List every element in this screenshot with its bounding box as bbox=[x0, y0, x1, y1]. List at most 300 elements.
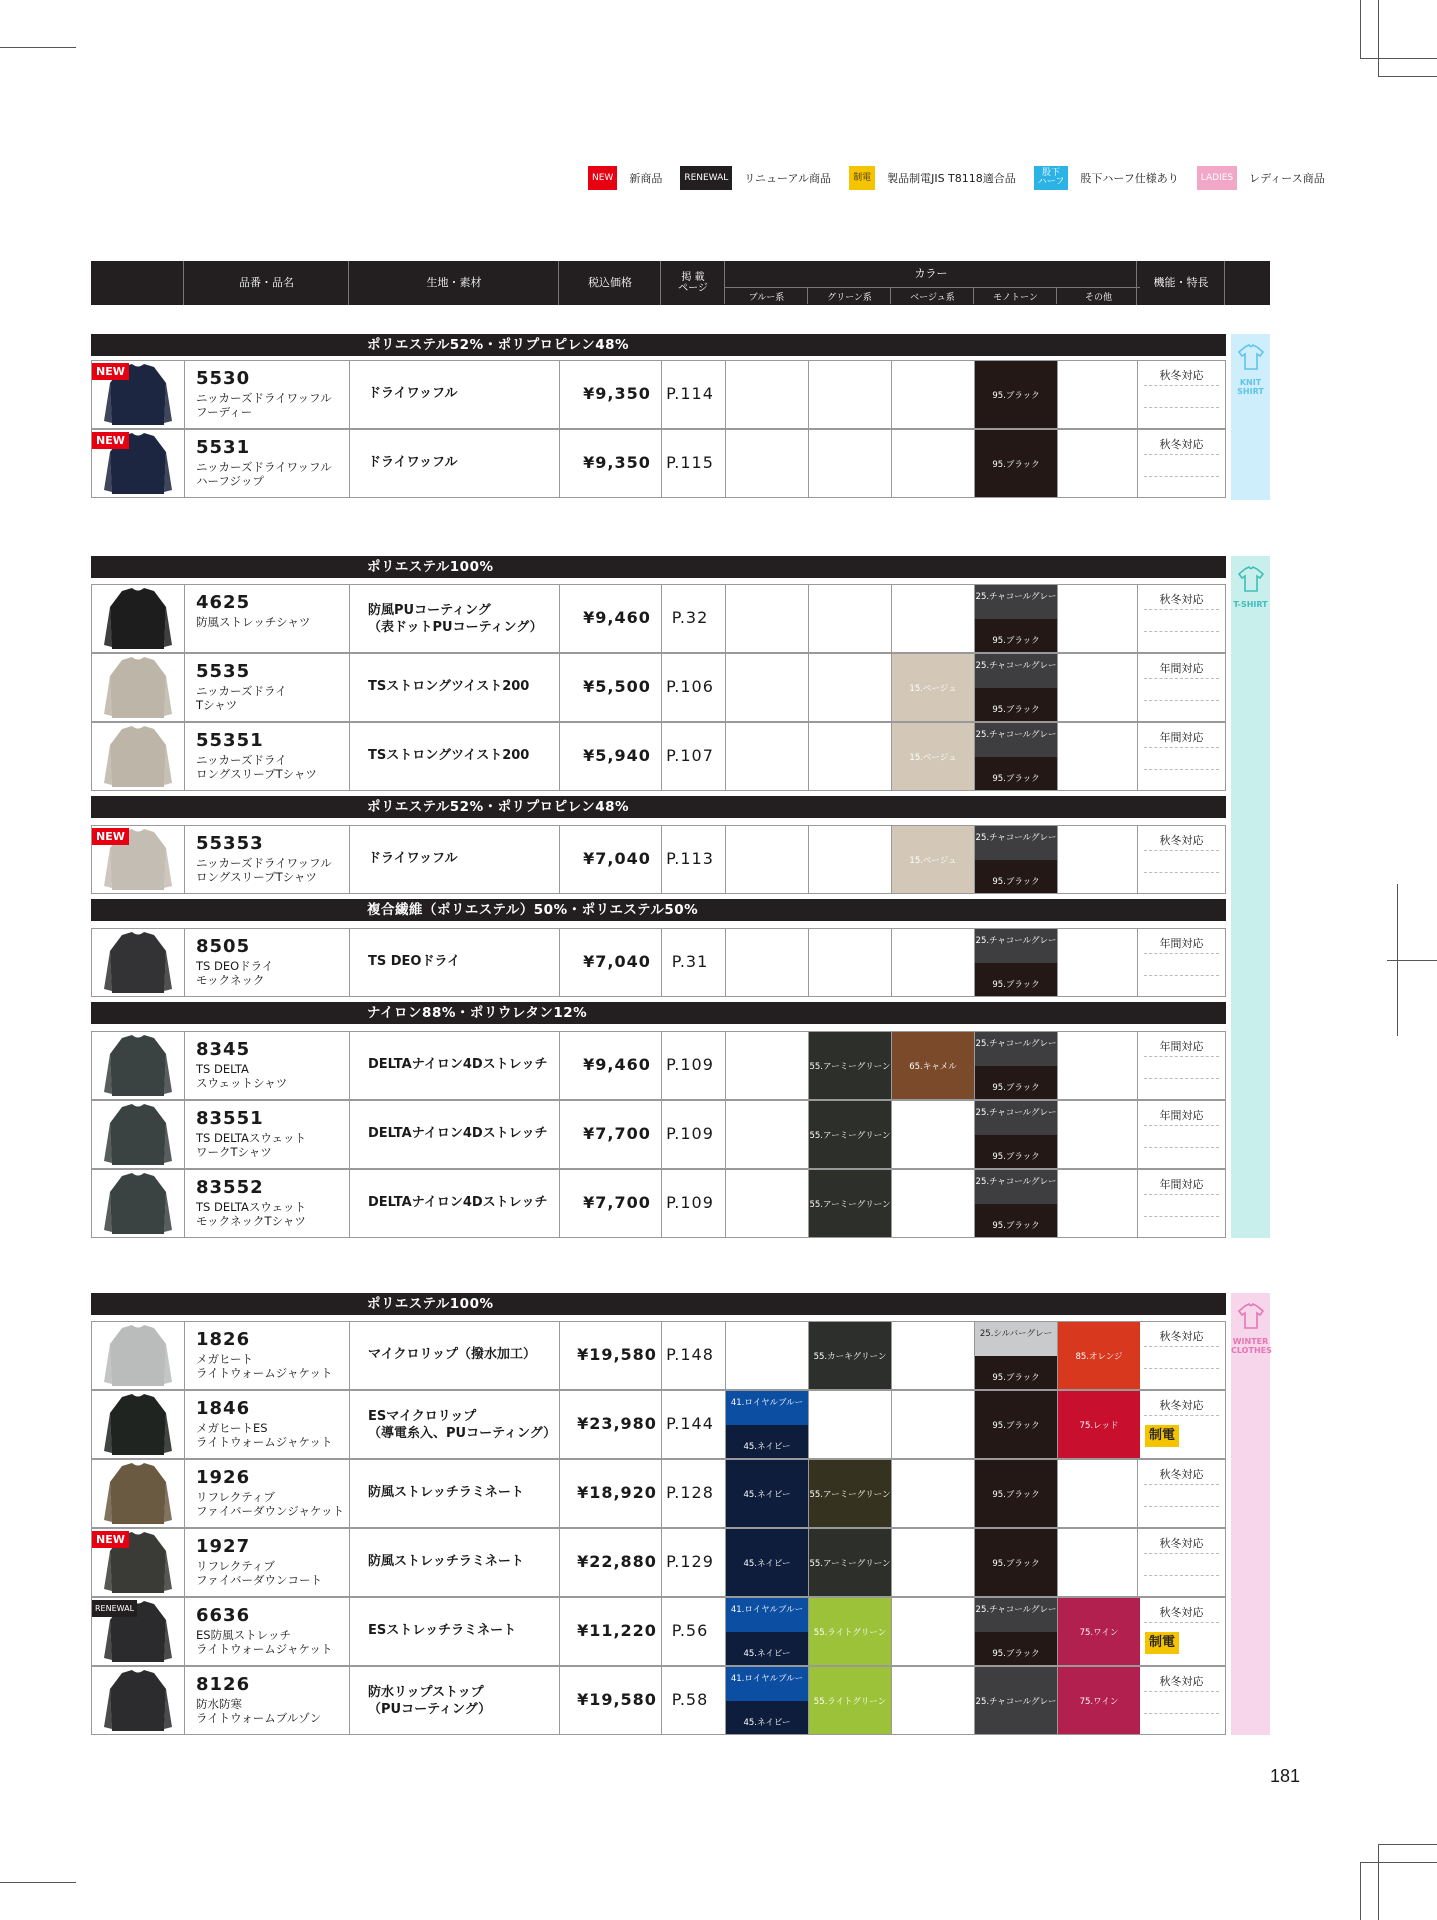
material-group-header bbox=[91, 1293, 1226, 1315]
table-row[interactable] bbox=[91, 1666, 1226, 1735]
crop-mark bbox=[1360, 58, 1437, 59]
cell-divider bbox=[1057, 1460, 1058, 1527]
cell-divider bbox=[559, 1032, 560, 1099]
color-swatch[interactable]: 55.ライトグリーン bbox=[809, 1667, 891, 1734]
crop-mark bbox=[1387, 960, 1437, 961]
color-swatch[interactable]: 15.ベージュ bbox=[892, 826, 974, 893]
catalog-page-link[interactable]: P.114 bbox=[666, 384, 714, 403]
product-price: ¥11,220 bbox=[577, 1621, 657, 1640]
catalog-page-link[interactable]: P.129 bbox=[666, 1552, 714, 1571]
cell-divider bbox=[1057, 585, 1058, 652]
table-row[interactable] bbox=[91, 360, 1226, 429]
feature-cell bbox=[1138, 654, 1225, 721]
feature-cell bbox=[1138, 1391, 1225, 1458]
feature-divider bbox=[1144, 1194, 1219, 1195]
color-swatch[interactable]: 85.オレンジ bbox=[1058, 1322, 1140, 1389]
material-group-label: 複合繊維（ポリエステル）50%・ポリエステル50% bbox=[367, 902, 699, 918]
product-material: 防風ストレッチラミネート bbox=[368, 1485, 524, 1500]
cell-divider bbox=[349, 1598, 350, 1665]
material-group-label: ポリエステル52%・ポリプロピレン48% bbox=[367, 337, 630, 353]
cell-divider bbox=[808, 585, 809, 652]
crop-mark bbox=[1360, 0, 1361, 58]
legend-text: 新商品 bbox=[629, 172, 663, 185]
material-group-label: ポリエステル100% bbox=[367, 559, 494, 575]
product-price: ¥7,040 bbox=[583, 952, 651, 971]
cell-divider bbox=[559, 1529, 560, 1596]
legend-text: 製品制電JIS T8118適合品 bbox=[887, 172, 1016, 185]
color-swatch[interactable]: 95.ブラック bbox=[975, 860, 1057, 894]
product-thumbnail[interactable] bbox=[92, 1598, 184, 1665]
header-color-col: モノトーン bbox=[973, 287, 1057, 304]
feature-cell bbox=[1138, 430, 1225, 497]
product-price: ¥7,700 bbox=[583, 1193, 651, 1212]
feature-divider bbox=[1144, 1691, 1219, 1692]
header-band bbox=[1224, 261, 1271, 305]
catalog-page-link[interactable]: P.109 bbox=[666, 1193, 714, 1212]
color-swatch[interactable]: 95.ブラック bbox=[975, 1356, 1057, 1390]
cell-divider bbox=[891, 1101, 892, 1168]
cell-divider bbox=[349, 1529, 350, 1596]
cell-divider bbox=[184, 1322, 185, 1389]
cell-divider bbox=[808, 1391, 809, 1458]
product-thumbnail[interactable] bbox=[92, 1170, 184, 1237]
legend-badge: 股下 ハーフ bbox=[1034, 166, 1069, 190]
shirt-icon bbox=[1236, 342, 1266, 372]
catalog-page-link[interactable]: P.109 bbox=[666, 1124, 714, 1143]
seiden-badge: 制電 bbox=[1145, 1632, 1179, 1654]
product-material: DELTAナイロン4Dストレッチ bbox=[368, 1195, 548, 1210]
color-swatch[interactable]: 25.チャコールグレー bbox=[975, 1032, 1057, 1066]
cell-divider bbox=[725, 654, 726, 721]
cell-divider bbox=[349, 929, 350, 996]
product-name: ニッカーズドライワッフル ハーフジップ bbox=[196, 460, 332, 488]
color-swatch[interactable]: 95.ブラック bbox=[975, 1529, 1057, 1596]
garment-image bbox=[92, 723, 184, 790]
cell-divider bbox=[725, 585, 726, 652]
material-group-header bbox=[91, 334, 1226, 356]
feature-cell bbox=[1138, 361, 1225, 428]
cell-divider bbox=[349, 1170, 350, 1237]
table-row[interactable] bbox=[91, 928, 1226, 997]
product-name: TS DEOドライ モックネック bbox=[196, 959, 274, 987]
cell-divider bbox=[184, 1529, 185, 1596]
table-row[interactable] bbox=[91, 1528, 1226, 1597]
seiden-badge: 制電 bbox=[1145, 1425, 1179, 1447]
product-thumbnail[interactable] bbox=[92, 1460, 184, 1527]
material-group-label: ポリエステル52%・ポリプロピレン48% bbox=[367, 799, 630, 815]
crop-mark bbox=[0, 47, 76, 48]
product-name: 防風ストレッチシャツ bbox=[196, 615, 311, 629]
product-name: TS DELTAスウェット ワークTシャツ bbox=[196, 1131, 306, 1159]
crop-mark bbox=[1360, 1862, 1361, 1920]
feature-divider bbox=[1144, 1713, 1219, 1714]
material-group-header bbox=[91, 796, 1226, 818]
cell-divider bbox=[184, 723, 185, 790]
cell-divider bbox=[349, 1101, 350, 1168]
table-row[interactable] bbox=[91, 1100, 1226, 1169]
cell-divider bbox=[1057, 1529, 1058, 1596]
category-band bbox=[1231, 556, 1270, 1238]
feature-cell bbox=[1138, 585, 1225, 652]
feature-divider bbox=[1144, 385, 1219, 386]
product-code: 8345 bbox=[196, 1039, 251, 1060]
header-feature: 機能・特長 bbox=[1136, 261, 1225, 305]
product-thumbnail[interactable] bbox=[92, 361, 184, 428]
color-swatch[interactable]: 55.アーミーグリーン bbox=[809, 1529, 891, 1596]
feature-season: 秋冬対応 bbox=[1159, 1330, 1204, 1343]
product-code: 55353 bbox=[196, 833, 264, 854]
cell-divider bbox=[725, 1101, 726, 1168]
catalog-page-link[interactable]: P.115 bbox=[666, 453, 714, 472]
cell-divider bbox=[184, 826, 185, 893]
color-swatch[interactable]: 95.ブラック bbox=[975, 1135, 1057, 1169]
color-swatch[interactable]: 41.ロイヤルブルー bbox=[726, 1667, 808, 1701]
page-number: 181 bbox=[1269, 1766, 1300, 1786]
product-material: ESストレッチラミネート bbox=[368, 1623, 517, 1638]
color-swatch[interactable]: 55.アーミーグリーン bbox=[809, 1101, 891, 1168]
cell-divider bbox=[725, 1170, 726, 1237]
product-material: DELTAナイロン4Dストレッチ bbox=[368, 1057, 548, 1072]
product-code: 8126 bbox=[196, 1674, 251, 1695]
cell-divider bbox=[891, 1391, 892, 1458]
feature-cell bbox=[1138, 1598, 1225, 1665]
product-thumbnail[interactable] bbox=[92, 430, 184, 497]
color-swatch[interactable]: 95.ブラック bbox=[975, 1632, 1057, 1666]
category-band-label: KNIT SHIRT bbox=[1237, 378, 1264, 396]
catalog-page-link[interactable]: P.31 bbox=[671, 952, 709, 971]
feature-season: 年間対応 bbox=[1159, 662, 1204, 675]
header-code-name: 品番・品名 bbox=[183, 261, 349, 305]
cell-divider bbox=[891, 1322, 892, 1389]
product-code: 5531 bbox=[196, 437, 251, 458]
color-swatch[interactable]: 25.チャコールグレー bbox=[975, 1101, 1057, 1135]
product-price: ¥9,350 bbox=[583, 453, 651, 472]
cell-divider bbox=[559, 1101, 560, 1168]
cell-divider bbox=[808, 361, 809, 428]
product-price: ¥9,460 bbox=[583, 1055, 651, 1074]
color-swatch[interactable]: 25.チャコールグレー bbox=[975, 723, 1057, 757]
table-row[interactable] bbox=[91, 1169, 1226, 1238]
cell-divider bbox=[1057, 1101, 1058, 1168]
cell-divider bbox=[559, 1667, 560, 1734]
product-price: ¥23,980 bbox=[577, 1414, 657, 1433]
product-material: TSストロングツイスト200 bbox=[368, 679, 530, 694]
catalog-page-link[interactable]: P.58 bbox=[671, 1690, 709, 1709]
feature-divider bbox=[1144, 872, 1219, 873]
product-material: マイクロリップ（撥水加工） bbox=[368, 1347, 536, 1362]
category-band-label: WINTER CLOTHES bbox=[1231, 1337, 1272, 1355]
garment-image bbox=[92, 1391, 184, 1458]
cell-divider bbox=[891, 929, 892, 996]
product-code: 83552 bbox=[196, 1177, 264, 1198]
renewal-badge: RENEWAL bbox=[92, 1600, 137, 1617]
garment-image bbox=[92, 1101, 184, 1168]
color-swatch[interactable]: 95.ブラック bbox=[975, 963, 1057, 997]
cell-divider bbox=[808, 929, 809, 996]
legend-text: レディース商品 bbox=[1249, 172, 1325, 185]
feature-season: 秋冬対応 bbox=[1159, 438, 1204, 451]
cell-divider bbox=[184, 654, 185, 721]
color-swatch[interactable]: 25.シルバーグレー bbox=[975, 1322, 1057, 1356]
feature-season: 年間対応 bbox=[1159, 1109, 1204, 1122]
product-thumbnail[interactable] bbox=[92, 585, 184, 652]
color-swatch[interactable]: 95.ブラック bbox=[975, 1066, 1057, 1100]
feature-divider bbox=[1144, 454, 1219, 455]
header-price: 税込価格 bbox=[558, 261, 661, 305]
cell-divider bbox=[184, 430, 185, 497]
cell-divider bbox=[184, 1667, 185, 1734]
product-price: ¥19,580 bbox=[577, 1345, 657, 1364]
color-swatch[interactable]: 45.ネイビー bbox=[726, 1529, 808, 1596]
feature-season: 秋冬対応 bbox=[1159, 369, 1204, 382]
table-row[interactable] bbox=[91, 825, 1226, 894]
catalog-page-link[interactable]: P.109 bbox=[666, 1055, 714, 1074]
header-page: 掲 載 ページ bbox=[660, 261, 725, 305]
color-swatch[interactable]: 75.ワイン bbox=[1058, 1667, 1140, 1734]
color-swatch[interactable]: 55.アーミーグリーン bbox=[809, 1460, 891, 1527]
feature-cell bbox=[1138, 1529, 1225, 1596]
color-swatch[interactable]: 95.ブラック bbox=[975, 1460, 1057, 1527]
cell-divider bbox=[725, 723, 726, 790]
feature-divider bbox=[1144, 1078, 1219, 1079]
catalog-page-link[interactable]: P.113 bbox=[666, 849, 714, 868]
feature-season: 秋冬対応 bbox=[1159, 1468, 1204, 1481]
catalog-page-link[interactable]: P.106 bbox=[666, 677, 714, 696]
cell-divider bbox=[1057, 1032, 1058, 1099]
category-band-label: T-SHIRT bbox=[1233, 600, 1268, 609]
cell-divider bbox=[725, 1032, 726, 1099]
product-price: ¥9,460 bbox=[583, 608, 651, 627]
cell-divider bbox=[559, 585, 560, 652]
cell-divider bbox=[184, 1170, 185, 1237]
cell-divider bbox=[891, 361, 892, 428]
product-thumbnail[interactable] bbox=[92, 1032, 184, 1099]
header-color-col: グリーン系 bbox=[807, 287, 891, 304]
garment-image bbox=[92, 1032, 184, 1099]
feature-divider bbox=[1144, 678, 1219, 679]
product-name: リフレクティブ ファイバーダウンコート bbox=[196, 1559, 323, 1587]
product-thumbnail[interactable] bbox=[92, 826, 184, 893]
color-swatch[interactable]: 25.チャコールグレー bbox=[975, 826, 1057, 860]
cell-divider bbox=[559, 430, 560, 497]
catalog-page-link[interactable]: P.128 bbox=[666, 1483, 714, 1502]
feature-divider bbox=[1144, 1368, 1219, 1369]
catalog-page-link[interactable]: P.32 bbox=[671, 608, 709, 627]
product-thumbnail[interactable] bbox=[92, 723, 184, 790]
product-name: ニッカーズドライワッフル ロングスリーブTシャツ bbox=[196, 856, 332, 884]
product-thumbnail[interactable] bbox=[92, 1529, 184, 1596]
cell-divider bbox=[725, 826, 726, 893]
table-row[interactable] bbox=[91, 1597, 1226, 1666]
cell-divider bbox=[559, 361, 560, 428]
crop-mark bbox=[1360, 1862, 1437, 1863]
product-material: ドライワッフル bbox=[368, 455, 458, 470]
catalog-page-link[interactable]: P.107 bbox=[666, 746, 714, 765]
cell-divider bbox=[725, 1322, 726, 1389]
cell-divider bbox=[559, 1391, 560, 1458]
cell-divider bbox=[559, 929, 560, 996]
cell-divider bbox=[559, 1170, 560, 1237]
garment-image bbox=[92, 929, 184, 996]
color-swatch[interactable]: 25.チャコールグレー bbox=[975, 929, 1057, 963]
product-code: 5535 bbox=[196, 661, 251, 682]
feature-divider bbox=[1144, 1415, 1219, 1416]
cell-divider bbox=[808, 826, 809, 893]
header-color-col: ベージュ系 bbox=[890, 287, 974, 304]
table-row[interactable] bbox=[91, 429, 1226, 498]
cell-divider bbox=[1057, 654, 1058, 721]
product-code: 1927 bbox=[196, 1536, 251, 1557]
color-swatch[interactable]: 25.チャコールグレー bbox=[975, 1170, 1057, 1204]
cell-divider bbox=[184, 1101, 185, 1168]
color-swatch[interactable]: 15.ベージュ bbox=[892, 654, 974, 721]
color-swatch[interactable]: 75.ワイン bbox=[1058, 1598, 1140, 1665]
color-swatch[interactable]: 65.キャメル bbox=[892, 1032, 974, 1099]
cell-divider bbox=[184, 929, 185, 996]
cell-divider bbox=[349, 361, 350, 428]
product-thumbnail[interactable] bbox=[92, 1391, 184, 1458]
color-swatch[interactable]: 25.チャコールグレー bbox=[975, 654, 1057, 688]
product-thumbnail[interactable] bbox=[92, 654, 184, 721]
cell-divider bbox=[184, 361, 185, 428]
product-name: TS DELTA スウェットシャツ bbox=[196, 1062, 288, 1090]
catalog-page-link[interactable]: P.148 bbox=[666, 1345, 714, 1364]
header-color-col: その他 bbox=[1056, 287, 1140, 304]
cell-divider bbox=[349, 430, 350, 497]
color-swatch[interactable]: 45.ネイビー bbox=[726, 1632, 808, 1666]
feature-cell bbox=[1138, 1322, 1225, 1389]
color-swatch[interactable]: 41.ロイヤルブルー bbox=[726, 1391, 808, 1425]
color-swatch[interactable]: 95.ブラック bbox=[975, 430, 1057, 497]
feature-season: 年間対応 bbox=[1159, 937, 1204, 950]
legend-text: リニューアル商品 bbox=[744, 172, 832, 185]
crop-mark bbox=[1378, 76, 1437, 77]
color-swatch[interactable]: 45.ネイビー bbox=[726, 1701, 808, 1735]
color-swatch[interactable]: 95.ブラック bbox=[975, 757, 1057, 791]
crop-mark bbox=[1378, 1844, 1379, 1920]
cell-divider bbox=[559, 1598, 560, 1665]
color-swatch[interactable]: 15.ベージュ bbox=[892, 723, 974, 790]
feature-cell bbox=[1138, 929, 1225, 996]
product-thumbnail[interactable] bbox=[92, 929, 184, 996]
product-name: 防水防寒 ライトウォームブルゾン bbox=[196, 1697, 322, 1725]
product-price: ¥7,700 bbox=[583, 1124, 651, 1143]
color-swatch[interactable]: 95.ブラック bbox=[975, 1391, 1057, 1458]
color-swatch[interactable]: 55.ライトグリーン bbox=[809, 1598, 891, 1665]
feature-divider bbox=[1144, 700, 1219, 701]
cell-divider bbox=[349, 1460, 350, 1527]
product-code: 1826 bbox=[196, 1329, 251, 1350]
product-thumbnail[interactable] bbox=[92, 1322, 184, 1389]
product-name: ES防風ストレッチ ライトウォームジャケット bbox=[196, 1628, 333, 1656]
cell-divider bbox=[184, 1391, 185, 1458]
color-swatch[interactable]: 75.レッド bbox=[1058, 1391, 1140, 1458]
cell-divider bbox=[1057, 430, 1058, 497]
product-price: ¥5,500 bbox=[583, 677, 651, 696]
product-price: ¥22,880 bbox=[577, 1552, 657, 1571]
table-header bbox=[91, 261, 1270, 305]
product-material: ドライワッフル bbox=[368, 386, 458, 401]
cell-divider bbox=[891, 1529, 892, 1596]
feature-cell bbox=[1138, 1101, 1225, 1168]
feature-divider bbox=[1144, 631, 1219, 632]
catalog-page-link[interactable]: P.144 bbox=[666, 1414, 714, 1433]
product-material: TSストロングツイスト200 bbox=[368, 748, 530, 763]
table-row[interactable] bbox=[91, 722, 1226, 791]
product-thumbnail[interactable] bbox=[92, 1667, 184, 1734]
color-swatch[interactable]: 25.チャコールグレー bbox=[975, 585, 1057, 619]
feature-season: 年間対応 bbox=[1159, 1178, 1204, 1191]
cell-divider bbox=[184, 585, 185, 652]
crop-mark bbox=[0, 1882, 76, 1883]
feature-divider bbox=[1144, 1056, 1219, 1057]
crop-mark bbox=[1378, 0, 1379, 76]
color-swatch[interactable]: 95.ブラック bbox=[975, 619, 1057, 653]
table-row[interactable] bbox=[91, 653, 1226, 722]
feature-divider bbox=[1144, 1147, 1219, 1148]
table-row[interactable] bbox=[91, 584, 1226, 653]
catalog-page-link[interactable]: P.56 bbox=[671, 1621, 709, 1640]
product-code: 4625 bbox=[196, 592, 251, 613]
table-row[interactable] bbox=[91, 1459, 1226, 1528]
color-swatch[interactable]: 55.アーミーグリーン bbox=[809, 1032, 891, 1099]
color-swatch[interactable]: 95.ブラック bbox=[975, 361, 1057, 428]
feature-season: 年間対応 bbox=[1159, 731, 1204, 744]
color-swatch[interactable]: 25.チャコールグレー bbox=[975, 1667, 1057, 1734]
cell-divider bbox=[1057, 929, 1058, 996]
garment-image bbox=[92, 654, 184, 721]
color-swatch[interactable]: 41.ロイヤルブルー bbox=[726, 1598, 808, 1632]
table-row[interactable] bbox=[91, 1031, 1226, 1100]
cell-divider bbox=[891, 585, 892, 652]
cell-divider bbox=[1057, 826, 1058, 893]
product-code: 83551 bbox=[196, 1108, 264, 1129]
shirt-icon bbox=[1236, 564, 1266, 594]
cell-divider bbox=[891, 430, 892, 497]
material-group-label: ナイロン88%・ポリウレタン12% bbox=[367, 1005, 588, 1021]
feature-cell bbox=[1138, 826, 1225, 893]
cell-divider bbox=[349, 585, 350, 652]
feature-divider bbox=[1144, 476, 1219, 477]
header-material: 生地・素材 bbox=[348, 261, 559, 305]
table-row[interactable] bbox=[91, 1390, 1226, 1459]
product-name: TS DELTAスウェット モックネックTシャツ bbox=[196, 1200, 306, 1228]
legend-badge: LADIES bbox=[1197, 166, 1237, 190]
cell-divider bbox=[559, 723, 560, 790]
garment-image bbox=[92, 585, 184, 652]
table-row[interactable] bbox=[91, 1321, 1226, 1390]
feature-season: 秋冬対応 bbox=[1159, 1675, 1204, 1688]
product-code: 55351 bbox=[196, 730, 264, 751]
color-swatch[interactable]: 45.ネイビー bbox=[726, 1460, 808, 1527]
cell-divider bbox=[808, 723, 809, 790]
product-thumbnail[interactable] bbox=[92, 1101, 184, 1168]
feature-cell bbox=[1138, 1170, 1225, 1237]
color-swatch[interactable]: 55.カーキグリーン bbox=[809, 1322, 891, 1389]
color-swatch[interactable]: 95.ブラック bbox=[975, 688, 1057, 722]
legend-badge: RENEWAL bbox=[680, 166, 732, 190]
cell-divider bbox=[725, 361, 726, 428]
feature-season: 秋冬対応 bbox=[1159, 1606, 1204, 1619]
color-swatch[interactable]: 25.チャコールグレー bbox=[975, 1598, 1057, 1632]
color-swatch[interactable]: 95.ブラック bbox=[975, 1204, 1057, 1238]
garment-image bbox=[92, 1667, 184, 1734]
color-swatch[interactable]: 55.アーミーグリーン bbox=[809, 1170, 891, 1237]
color-swatch[interactable]: 45.ネイビー bbox=[726, 1425, 808, 1459]
cell-divider bbox=[808, 654, 809, 721]
material-group-header bbox=[91, 556, 1226, 578]
feature-season: 秋冬対応 bbox=[1159, 1399, 1204, 1412]
